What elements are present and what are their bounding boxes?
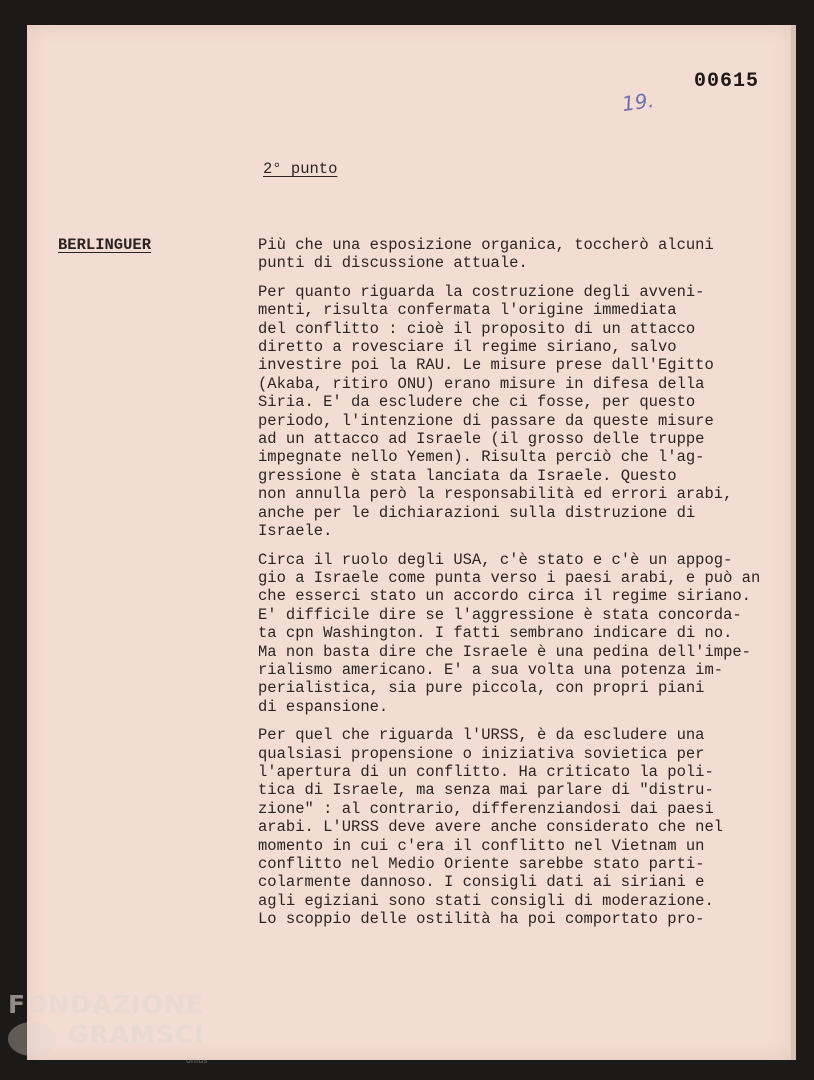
text-line: investire poi la RAU. Le misure prese dall'Egitto bbox=[258, 356, 714, 375]
text-line: E' difficile dire se l'aggressione è stata concorda- bbox=[258, 605, 742, 624]
text-line: di espansione. bbox=[258, 697, 389, 716]
text-line: Circa il ruolo degli USA, c'è stato e c'è un appog- bbox=[258, 550, 733, 569]
page-edge bbox=[791, 25, 796, 1060]
watermark-line-1: FONDAZIONE bbox=[8, 990, 205, 1019]
text-line: tica di Israele, ma senza mai parlare di "distru- bbox=[258, 781, 714, 800]
text-line: momento in cui c'era il conflitto nel Vietnam un bbox=[258, 836, 705, 855]
text-line: conflitto nel Medio Oriente sarebbe stato parti- bbox=[258, 855, 705, 873]
text-line: Israele. bbox=[258, 522, 333, 541]
text-line: ta cpn Washington. I fatti sembrano indicare di no. bbox=[258, 624, 733, 643]
text-line: punti di discussione attuale. bbox=[258, 254, 528, 273]
text-line: rialismo americano. E' a sua volta una potenza im- bbox=[258, 660, 724, 679]
text-line: Per quanto riguarda la costruzione degli avveni- bbox=[258, 282, 705, 301]
text-line: anche per le dichiarazioni sulla distruzione di bbox=[258, 503, 696, 522]
watermark bbox=[8, 990, 205, 1050]
text-line: (Akaba, ritiro ONU) erano misure in difesa della bbox=[258, 374, 705, 393]
document-number: 00615 bbox=[694, 70, 760, 93]
text-line: agli egiziani sono stati consigli di moderazione. bbox=[258, 891, 714, 910]
text-line: gio a Israele come punta verso i paesi arabi, e può an bbox=[258, 568, 761, 587]
text-line: Più che una esposizione organica, toccherò alcuni bbox=[258, 236, 714, 254]
watermark-line-2: GRAMSCI bbox=[68, 1020, 205, 1049]
text-line: menti, risulta confermata l'origine immediata bbox=[258, 301, 677, 320]
paragraph bbox=[258, 550, 761, 717]
text-line: che esserci stato un accordo circa il regime siriano. bbox=[258, 587, 751, 606]
text-line: Per quel che riguarda l'URSS, è da escludere una bbox=[258, 726, 705, 745]
text-line: diretto a rovesciare il regime siriano, salvo bbox=[258, 338, 677, 357]
paragraph bbox=[258, 283, 758, 541]
paragraph bbox=[258, 236, 758, 273]
text-line: non annulla però la responsabilità ed errori arabi, bbox=[258, 485, 733, 504]
text-line: colarmente dannoso. I consigli dati ai siriani e bbox=[258, 873, 705, 892]
text-line: arabi. L'URSS deve avere anche considerato che nel bbox=[258, 818, 724, 837]
handwritten-page-number: 19. bbox=[620, 87, 656, 117]
document-body bbox=[258, 236, 761, 939]
text-line: ad un attacco ad Israele (il grosso delle truppe bbox=[258, 430, 705, 449]
section-title: 2° punto bbox=[263, 160, 338, 178]
text-line: perialistica, sia pure piccola, con propri piani bbox=[258, 679, 705, 698]
text-line: del conflitto : cioè il proposito di un attacco bbox=[258, 319, 696, 338]
text-line: Ma non basta dire che Israele è una pedina dell'impe- bbox=[258, 642, 751, 661]
watermark-tag: onlus bbox=[186, 1056, 208, 1065]
text-line: Lo scoppio delle ostilità ha poi comportato pro- bbox=[258, 910, 705, 929]
text-line: Siria. E' da escludere che ci fosse, per questo bbox=[258, 393, 696, 412]
text-line: impegnate nello Yemen). Risulta perciò che l'ag- bbox=[258, 448, 705, 467]
paragraph bbox=[258, 726, 758, 928]
text-line: zione" : al contrario, differenziandosi dai paesi bbox=[258, 799, 714, 818]
text-line: gressione è stata lanciata da Israele. Questo bbox=[258, 466, 677, 485]
text-line: l'apertura di un conflitto. Ha criticato la poli- bbox=[258, 762, 714, 781]
text-line: qualsiasi propensione o iniziativa sovietica per bbox=[258, 744, 705, 763]
speaker-name: BERLINGUER bbox=[58, 236, 152, 254]
text-line: periodo, l'intenzione di passare da queste misure bbox=[258, 411, 714, 430]
